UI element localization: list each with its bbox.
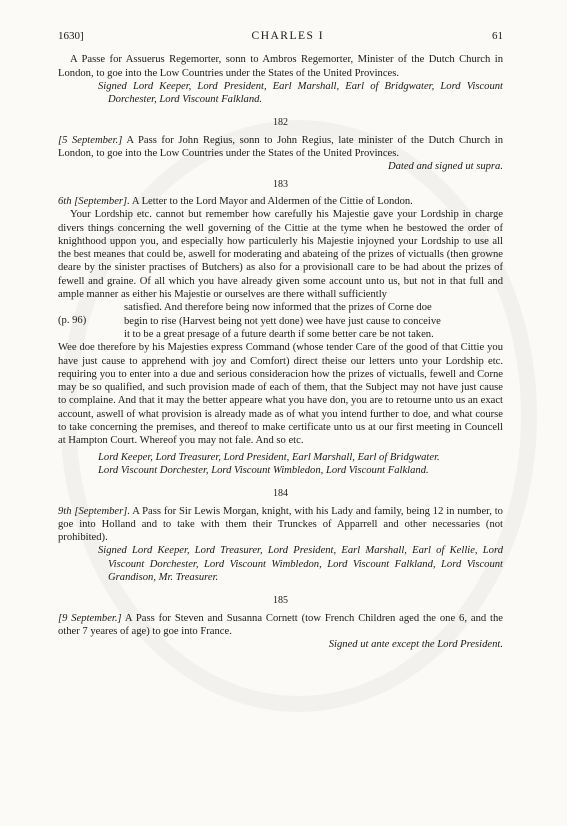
header-title: CHARLES I xyxy=(251,30,325,42)
entry-text: A Pass for John Regius, sonn to John Regius, late minister of the Dutch Church in London, to goe into the Low Countries under the States of the United Provinces. xyxy=(58,134,503,160)
margin-note-block xyxy=(58,301,503,341)
entry-text: A Passe for Assuerus Regemorter, sonn to Ambros Regemorter, Minister of the Dutch Church in London, to goe into the Low Countries under the States of the United Provinces. xyxy=(58,54,503,79)
entry-signatories: Signed Lord Keeper, Lord Treasurer, Lord President, Earl Marshall, Earl of Kellie, Lord Viscount Dorchester, Lord Viscount Wimbledon, Lord Viscount Falkland, Lord Viscount Grandison, Mr. Treasurer. xyxy=(98,545,503,583)
document-page xyxy=(58,30,503,653)
entry-signatories: Signed Lord Keeper, Lord President, Earl Marshall, Earl of Bridgwater, Lord Viscount Dorchester, Lord Viscount Falkland. xyxy=(98,80,503,106)
entry-signatories: Lord Keeper, Lord Treasurer, Lord President, Earl Marshall, Earl of Bridgwater. xyxy=(98,451,440,463)
letter-line: begin to rise (Harvest being not yett done) wee have just cause to conceive xyxy=(124,315,441,327)
entry-183 xyxy=(58,195,503,477)
entry-number-184: 184 xyxy=(273,488,288,500)
entry-182 xyxy=(58,134,503,174)
running-header xyxy=(58,30,503,43)
entry-185 xyxy=(58,612,503,652)
entry-text: A Pass for Steven and Susanna Cornett (tow French Children aged the one 6, and the other 7 yeares of age) to goe into France. xyxy=(58,612,503,637)
entry-top xyxy=(58,53,503,106)
page-reference: (p. 96) xyxy=(58,315,87,327)
page-number: 61 xyxy=(492,30,503,42)
entry-date: 9th [September]. xyxy=(58,505,130,517)
entry-number-185: 185 xyxy=(273,595,288,607)
header-year: 1630] xyxy=(58,30,84,42)
entry-date: [9 September.] xyxy=(58,612,122,624)
entry-184 xyxy=(58,505,503,585)
entry-heading: A Letter to the Lord Mayor and Aldermen of the Cittie of London. xyxy=(129,195,413,207)
entry-number-182: 182 xyxy=(273,117,288,129)
entry-signatories: Dated and signed ut supra. xyxy=(387,161,503,173)
entry-signatories-continued: Lord Viscount Dorchester, Lord Viscount Wimbledon, Lord Viscount Falkland. xyxy=(98,464,429,476)
letter-body-part1: Your Lordship etc. cannot but remember how carefully his Majestie gave your Lordship in charge divers things concerning the well governing of the Cittie at the tyme when he bestowed the order of knighthood uppon you, and especially how particulerly his Majestie injoyned your Lordship to use all the best meanes that could be, aswell for moderating and abateing of the prizes of victualls (then growne deare by the sinister practises of Butchers) as also for a provisionall care to be had about the prizes of fewell and graine. Of all which you have already given some account unto us, but not in that full and ample manner as either his Majestie or ourselves are there withall sufficiently xyxy=(58,209,503,301)
letter-body-part2: Wee doe therefore by his Majesties express Command (whose tender Care of the good of that Cittie you have just cause to apprehend with joy and Comfort) direct theise our letters unto your Lordship etc. requiring you to enter into a due and serious consideracion how the prizes of victualls, fewell and Corne may be so qualified, and such provision made of each of them, that the Subject may not have just cause to complaine. And that it may the better appeare what you have don, you are to retourne unto us an exact account, aswell of what provision is already made as of what you intend further to doe, and what course to take concerning the premises, and thereof to make certificate unto us at our first meeting in Councell at Hampton Court. Whereof you may not fale. And so etc. xyxy=(58,342,503,447)
entry-signatories: Signed ut ante except the Lord President. xyxy=(328,639,503,651)
entry-date: 6th [September]. xyxy=(58,195,130,207)
entry-date: [5 September.] xyxy=(58,134,123,146)
letter-line: it to be a great presage of a future dearth if some better care be not taken. xyxy=(124,328,434,340)
entry-number-183: 183 xyxy=(273,178,288,190)
entry-text: A Pass for Sir Lewis Morgan, knight, with his Lady and family, being 12 in number, to goe into Holland and to take with them their Trunckes of Apparrell and other necessaries (not prohibited). xyxy=(58,505,503,544)
letter-line: satisfied. And therefore being now informed that the prizes of Corne doe xyxy=(124,302,432,314)
